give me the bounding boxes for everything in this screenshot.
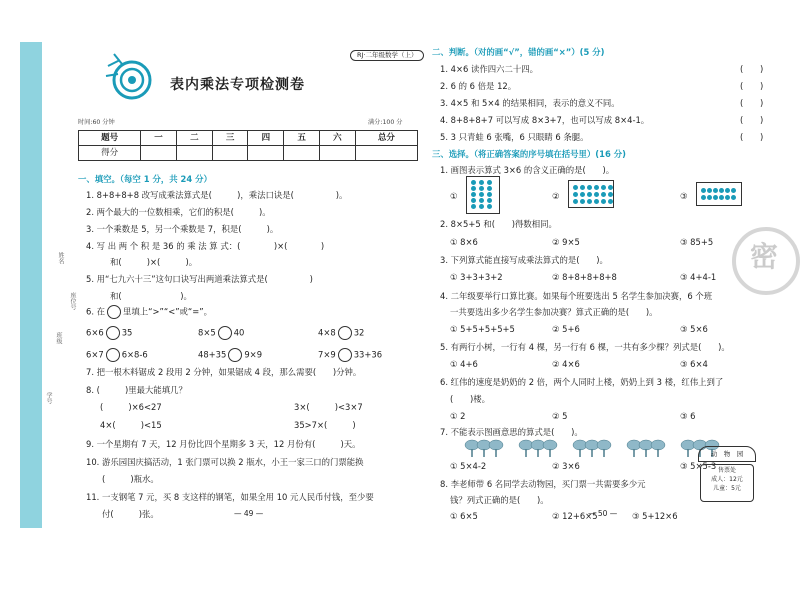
- answer-paren[interactable]: ( ): [740, 132, 764, 142]
- score-header-cell: 二: [176, 131, 212, 146]
- choice-1-option-3[interactable]: ③: [680, 191, 688, 201]
- judge-item: 2. 6 的 6 倍是 12。: [440, 81, 517, 91]
- question-8d: 35>7×( ): [294, 420, 356, 430]
- question-11-cont: 付( )张。: [102, 509, 159, 519]
- choice-1-option-2[interactable]: ②: [552, 191, 560, 201]
- score-header-cell: 五: [284, 131, 320, 146]
- score-table: [78, 130, 418, 161]
- section-true-false: 二、判断。（对的画“√”，错的画“×”）(5 分): [432, 47, 605, 57]
- question-2: 2. 两个最大的一位数相乘，它们的积是( )。: [86, 207, 271, 217]
- judge-item: 5. 3 只青蛙 6 张嘴，6 只眼睛 6 条腿。: [440, 132, 589, 142]
- choice-option[interactable]: ③ 85+5: [680, 237, 714, 247]
- strip-number-label: 学号: [45, 392, 52, 404]
- right-page: [432, 42, 784, 528]
- page-number: — 50 —: [588, 509, 618, 518]
- dot-grid-c: [696, 182, 742, 206]
- compare-circle-icon[interactable]: [338, 326, 352, 340]
- page-number: — 49 —: [234, 509, 264, 518]
- score-header-cell: 四: [248, 131, 284, 146]
- left-page: [78, 42, 424, 528]
- choice-option[interactable]: ③ 6: [680, 411, 696, 421]
- question-8: 8. ( )里最大能填几？: [86, 385, 187, 395]
- zoo-ticket-sign: [694, 446, 764, 500]
- compare-left: 8×5: [198, 327, 216, 338]
- compare-circle-icon[interactable]: [106, 348, 120, 362]
- compare-circle-icon: [107, 305, 121, 319]
- strip-seat-label: 座位号: [69, 292, 76, 310]
- question-6: [86, 305, 212, 319]
- compare-right: 40: [233, 327, 245, 338]
- choice-option[interactable]: ① 5×4-2: [450, 461, 487, 471]
- adult-price: 成人：12元: [711, 476, 743, 483]
- choice-option[interactable]: ① 4+6: [450, 359, 478, 369]
- question-8c: 4×( )<15: [100, 420, 162, 430]
- score-cell[interactable]: [284, 146, 320, 161]
- question-1: 1. 8+8+8+8 改写成乘法算式是( )，乘法口诀是( )。: [86, 190, 348, 200]
- judge-item: 4. 8+8+8+7 可以写成 8×3+7，也可以写成 8×4-1。: [440, 115, 650, 125]
- question-4-cont: 和( )×( )。: [110, 257, 198, 267]
- strip-class-label: 班级: [55, 332, 62, 344]
- compare-row: [86, 348, 148, 362]
- answer-paren[interactable]: ( ): [740, 64, 764, 74]
- compare-left: 4×8: [318, 327, 336, 338]
- choice-6: 6. 红伟的速度是奶奶的 2 倍，两个人同时上楼，奶奶上到 3 楼，红伟上到了: [440, 377, 724, 387]
- full-score: 满分:100 分: [368, 119, 403, 126]
- page-title: 表内乘法专项检测卷: [170, 77, 305, 93]
- question-3: 3. 一个乘数是 5，另一个乘数是 7，积是( )。: [86, 224, 279, 234]
- zoo-gate: 动 物 园: [698, 446, 756, 462]
- compare-left: 48+35: [198, 349, 227, 360]
- choice-option[interactable]: ② 3×6: [552, 461, 580, 471]
- compare-right: 32: [353, 327, 365, 338]
- choice-option[interactable]: ③ 5×5-3: [680, 461, 717, 471]
- choice-5: 5. 有两行小树，一行有 4 棵，另一行有 6 棵，一共有多少棵？列式是( )。: [440, 342, 730, 352]
- choice-8: 8. 李老师带 6 名同学去动物园，买门票一共需要多少元: [440, 479, 646, 489]
- question-8a: ( )×6<27: [100, 402, 162, 412]
- question-8b: 3×( )<3×7: [294, 402, 363, 412]
- question-7: 7. 把一根木料锯成 2 段用 2 分钟，如果锯成 4 段，那么需要( )分钟。: [86, 367, 362, 377]
- score-cell[interactable]: [141, 146, 177, 161]
- score-cell[interactable]: [248, 146, 284, 161]
- ticket-board: [700, 464, 754, 502]
- score-header-cell: 六: [320, 131, 356, 146]
- choice-1-option-1[interactable]: ①: [450, 191, 458, 201]
- section-multiple-choice: 三、选择。（将正确答案的序号填在括号里）(16 分): [432, 149, 626, 159]
- binding-strip: [20, 42, 42, 528]
- compare-row: [318, 348, 382, 362]
- score-header-cell: 一: [141, 131, 177, 146]
- score-header-cell: 三: [212, 131, 248, 146]
- answer-paren[interactable]: ( ): [740, 98, 764, 108]
- score-cell[interactable]: [320, 146, 356, 161]
- question-10-cont: ( )瓶水。: [102, 474, 159, 484]
- compare-row: [318, 326, 364, 340]
- question-5: 5. 用“七九六十三”这句口诀写出两道乘法算式是( ): [86, 274, 313, 284]
- choice-option[interactable]: ① 6×5: [450, 511, 478, 521]
- dot-grid-b: [568, 180, 614, 208]
- question-6-suffix: 里填上“>”“<”或“=”。: [123, 306, 212, 317]
- strip-name-label: 姓名: [57, 252, 64, 264]
- judge-item: 3. 4×5 和 5×4 的结果相同，表示的意义不同。: [440, 98, 620, 108]
- seal-stamp: [732, 227, 800, 295]
- choice-option[interactable]: ③ 4+4-1: [680, 272, 717, 282]
- compare-right: 6×8-6: [121, 349, 148, 360]
- choice-option[interactable]: ② 9×5: [552, 237, 580, 247]
- choice-option[interactable]: ② 4×6: [552, 359, 580, 369]
- choice-option[interactable]: ① 8×6: [450, 237, 478, 247]
- compare-row: [198, 326, 244, 340]
- judge-item: 1. 4×6 读作四六二十四。: [440, 64, 538, 74]
- ticket-office-label: 售票处: [717, 467, 736, 474]
- compare-row: [86, 326, 132, 340]
- answer-paren[interactable]: ( ): [740, 115, 764, 125]
- choice-6-cont: ( )楼。: [450, 394, 491, 404]
- question-9: 9. 一个星期有 7 天，12 月份比四个星期多 3 天，12 月份有( )天。: [86, 439, 361, 449]
- choice-option[interactable]: ① 5+5+5+5+5: [450, 324, 515, 334]
- choice-2: 2. 8×5+5 和( )得数相同。: [440, 219, 557, 229]
- score-row-label: 得分: [79, 146, 141, 161]
- choice-option[interactable]: ① 3+3+3+2: [450, 272, 503, 282]
- choice-4: 4. 二年级要举行口算比赛。如果每个班要选出 5 名学生参加决赛，6 个班: [440, 291, 713, 301]
- section-fill-blank: 一、填空。（每空 1 分，共 24 分）: [78, 174, 212, 184]
- swirl-logo-icon: [100, 46, 160, 106]
- compare-left: 6×7: [86, 349, 104, 360]
- score-header-cell: 题号: [79, 131, 141, 146]
- score-header-cell: 总分: [355, 131, 417, 146]
- choice-7: 7. 不能表示图画意思的算式是( )。: [440, 427, 583, 437]
- choice-option[interactable]: ③ 5×6: [680, 324, 708, 334]
- time-limit: 时间:60 分钟: [78, 119, 115, 126]
- score-cell[interactable]: [176, 146, 212, 161]
- score-cell[interactable]: [355, 146, 417, 161]
- dot-grid-a: [466, 176, 500, 214]
- compare-right: 35: [121, 327, 133, 338]
- question-11: 11. 一支钢笔 7 元，买 8 支这样的钢笔，如果全用 10 元人民币付钱，至少要: [86, 492, 374, 502]
- choice-3: 3. 下列算式能直接写成乘法算式的是( )。: [440, 255, 608, 265]
- compare-right: 33+36: [353, 349, 383, 360]
- compare-row: [198, 348, 262, 362]
- choice-option[interactable]: ① 2: [450, 411, 466, 421]
- choice-option[interactable]: ② 12+6×5: [552, 511, 598, 521]
- choice-option[interactable]: ② 5+6: [552, 324, 580, 334]
- child-price: 儿童：5元: [713, 485, 741, 492]
- question-6-prefix: 6. 在: [86, 306, 106, 317]
- grade-badge: RJ·二年级数学（上）: [350, 50, 424, 61]
- compare-right: 9×9: [244, 349, 263, 360]
- score-cell[interactable]: [212, 146, 248, 161]
- compare-circle-icon[interactable]: [106, 326, 120, 340]
- compare-circle-icon[interactable]: [338, 348, 352, 362]
- compare-left: 7×9: [318, 349, 336, 360]
- exam-sheet: [20, 42, 786, 528]
- choice-4-cont: 一共要选出多少名学生参加决赛？算式正确的是( )。: [450, 307, 658, 317]
- choice-option[interactable]: ② 5: [552, 411, 568, 421]
- choice-option[interactable]: ② 8+8+8+8+8: [552, 272, 617, 282]
- choice-8-cont: 钱？列式正确的是( )。: [450, 495, 549, 505]
- question-5-cont: 和( )。: [110, 291, 192, 301]
- answer-paren[interactable]: ( ): [740, 81, 764, 91]
- question-10: 10. 游乐园国庆搞活动，1 张门票可以换 2 瓶水，小王一家三口的门票能换: [86, 457, 364, 467]
- seal-stamp-text: 密: [750, 240, 779, 273]
- choice-option[interactable]: ③ 6×4: [680, 359, 708, 369]
- compare-circle-icon[interactable]: [218, 326, 232, 340]
- choice-1: 1. 画图表示算式 3×6 的含义正确的是( )。: [440, 165, 615, 175]
- compare-left: 6×6: [86, 327, 104, 338]
- question-4: 4. 写 出 两 个 积 是 36 的 乘 法 算 式：( )×( ): [86, 241, 325, 251]
- choice-option[interactable]: ③ 5+12×6: [632, 511, 678, 521]
- compare-circle-icon[interactable]: [228, 348, 242, 362]
